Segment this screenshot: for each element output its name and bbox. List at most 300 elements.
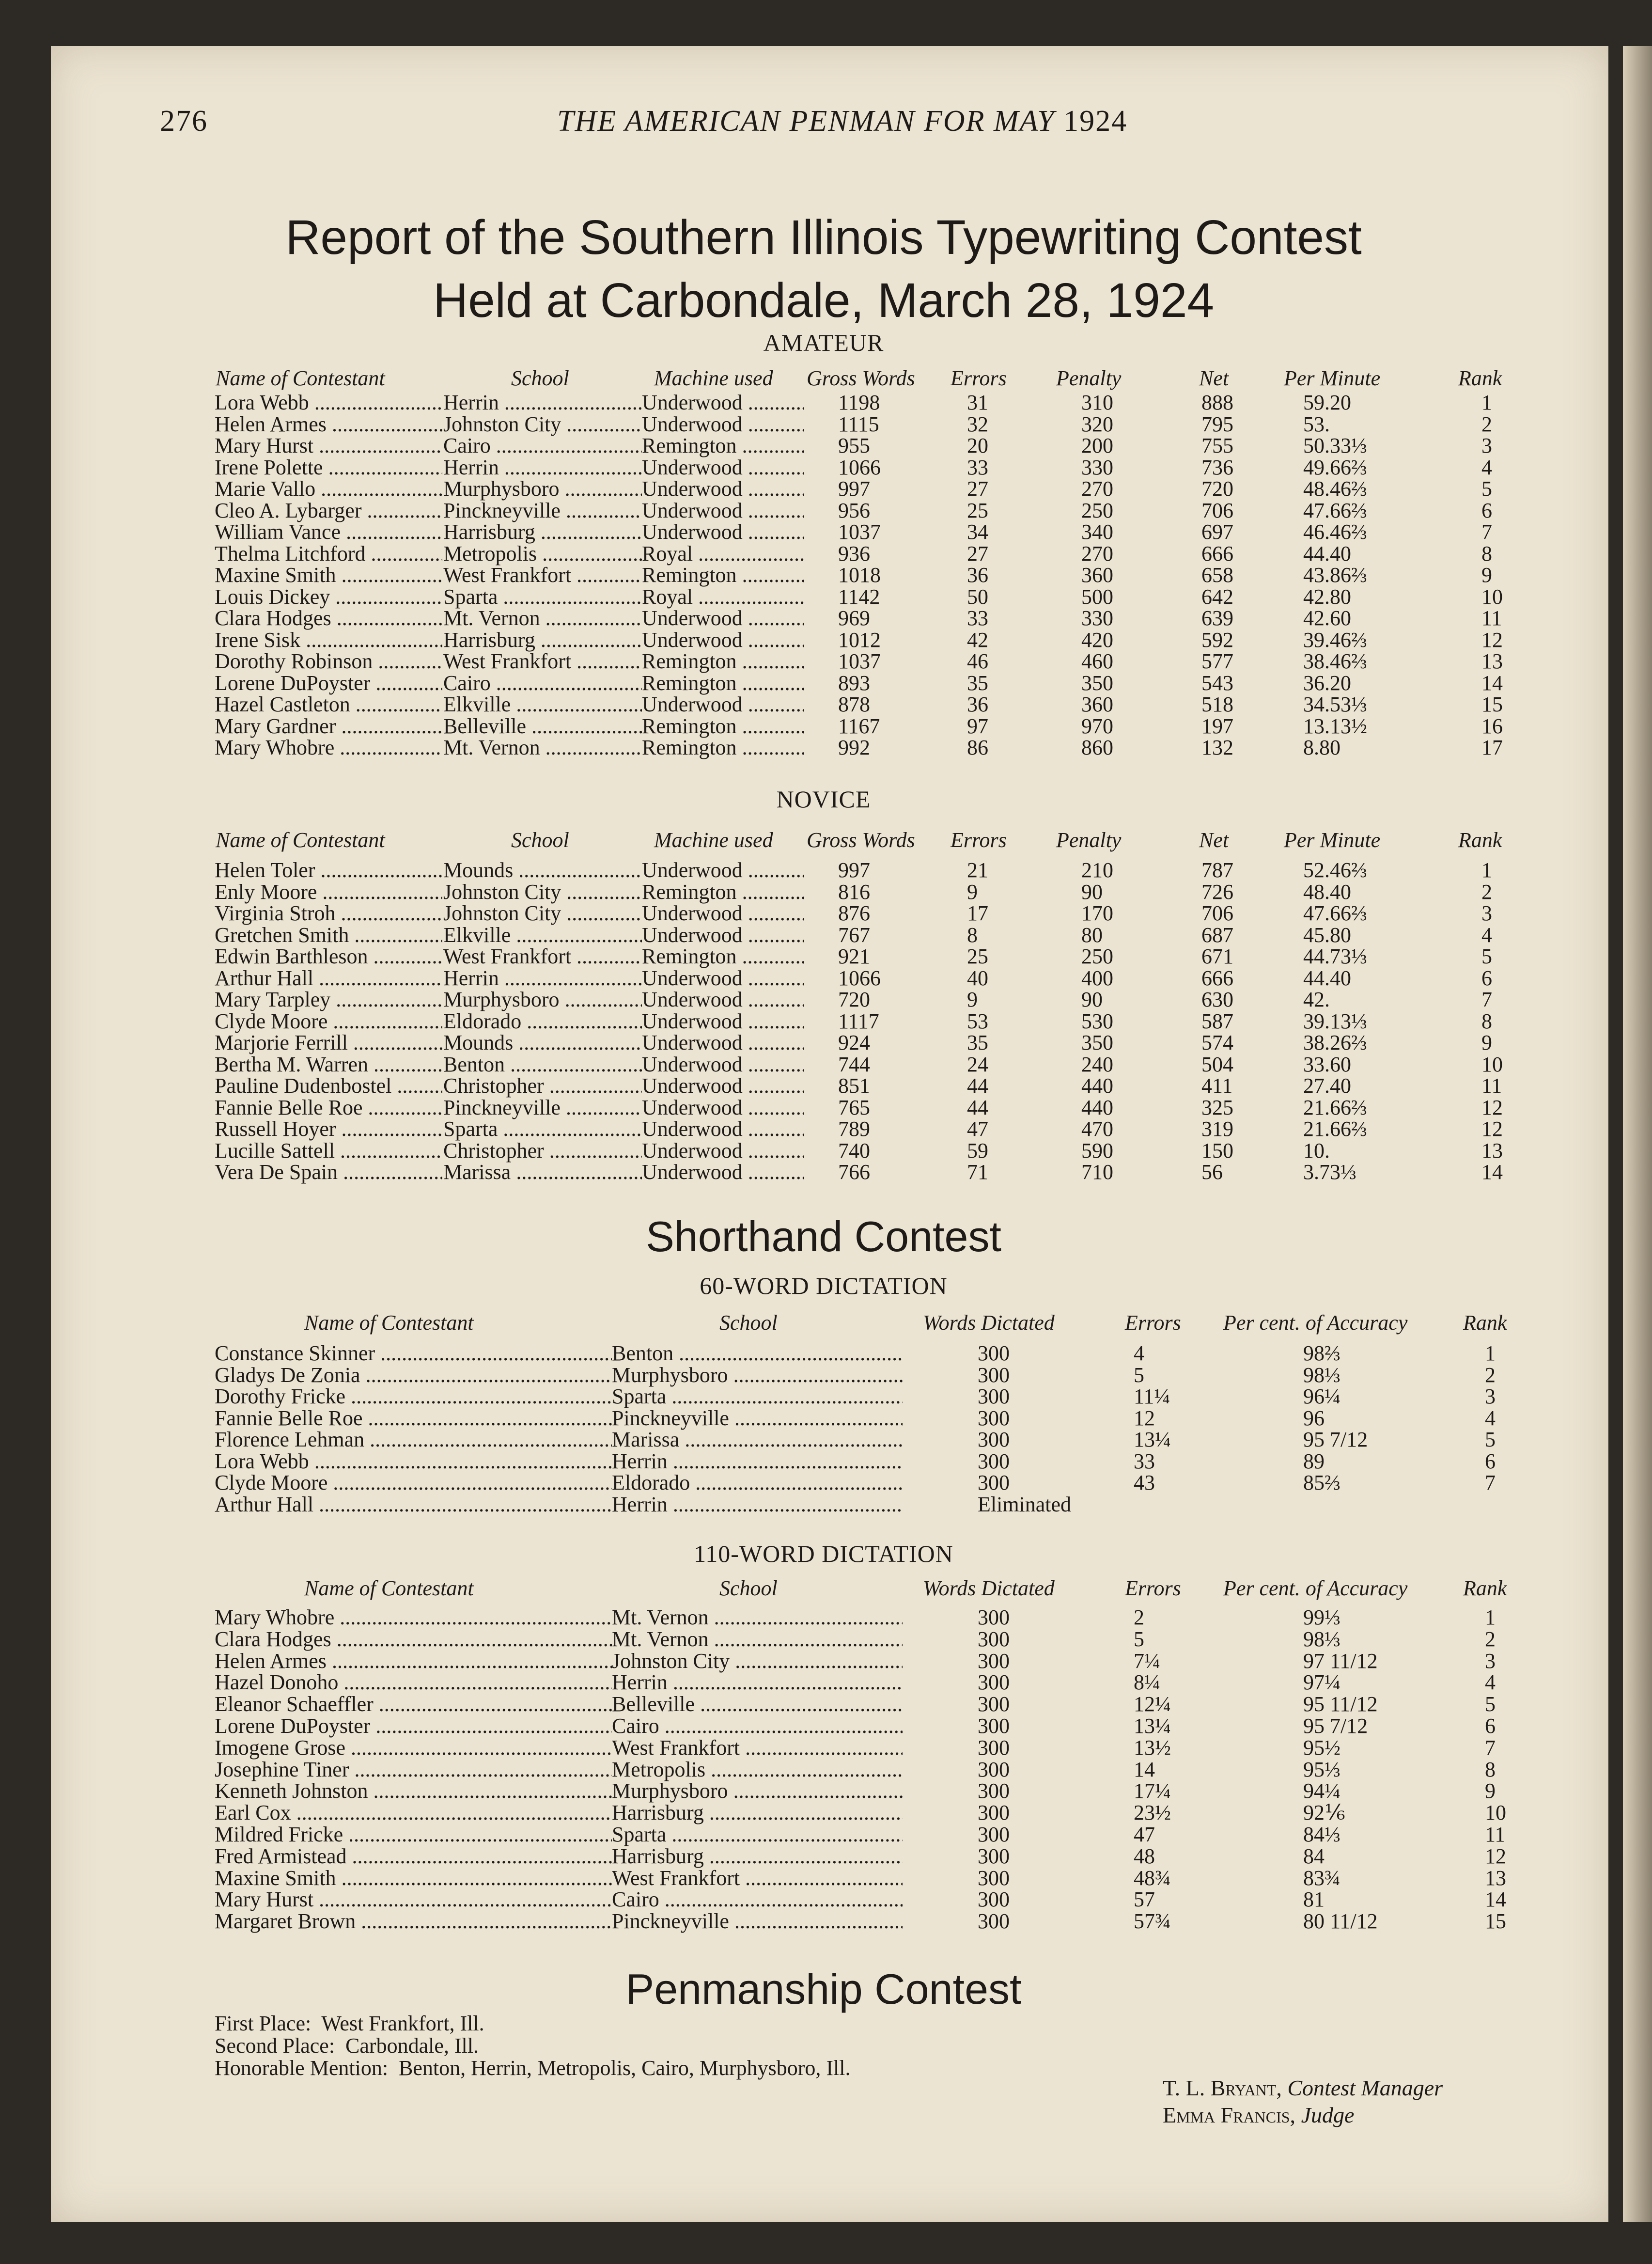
- table-row: [0, 1670, 1647, 1695]
- errors: 43: [1134, 1471, 1155, 1494]
- accuracy: 95⅓: [1303, 1757, 1340, 1781]
- rank: 9: [1481, 563, 1492, 587]
- column-header: Rank: [1458, 828, 1502, 852]
- net: 697: [1201, 520, 1233, 544]
- table-row: [0, 1427, 1647, 1449]
- rank: 11: [1481, 606, 1502, 630]
- accuracy: 97 11/12: [1303, 1649, 1378, 1673]
- school: Pinckneyville .....: [612, 1406, 903, 1431]
- contestant-name: Pauline Dudenbostel .....: [215, 1073, 442, 1098]
- penalty: 530: [1081, 1009, 1113, 1033]
- accuracy: 96: [1303, 1406, 1325, 1430]
- accuracy: 89: [1303, 1449, 1325, 1473]
- column-header: Name of Contestant: [216, 366, 385, 390]
- penalty: 460: [1081, 649, 1113, 673]
- gross-words: 876: [838, 901, 870, 925]
- school: Mt. Vernon .....: [443, 606, 642, 630]
- net: 132: [1201, 736, 1233, 759]
- page-number: 276: [160, 105, 208, 138]
- school: Murphysboro .....: [443, 987, 642, 1012]
- words-dictated: 300: [978, 1714, 1010, 1738]
- errors: 33: [967, 606, 988, 630]
- school: West Frankfort .....: [612, 1735, 903, 1760]
- school: Harrisburg .....: [612, 1844, 903, 1869]
- school: Christopher .....: [443, 1073, 642, 1098]
- errors: 59: [967, 1138, 988, 1163]
- penalty: 170: [1081, 901, 1113, 925]
- contestant-name: William Vance .....: [215, 519, 442, 544]
- rank: 17: [1481, 736, 1503, 759]
- rank: 12: [1481, 1095, 1503, 1119]
- rank: 12: [1481, 1117, 1503, 1141]
- table-row: [0, 714, 1647, 736]
- column-header: Name of Contestant: [304, 1311, 474, 1335]
- column-header: Penalty: [1056, 828, 1122, 852]
- penalty: 350: [1081, 1031, 1113, 1054]
- rank: 8: [1481, 1009, 1492, 1033]
- gross-words: 1012: [838, 628, 881, 652]
- errors: 21: [967, 858, 988, 882]
- contestant-name: Hazel Castleton .....: [215, 692, 442, 717]
- words-dictated: 300: [978, 1779, 1010, 1803]
- errors: 97: [967, 714, 988, 738]
- rank: 15: [1481, 692, 1503, 716]
- accuracy: 95 7/12: [1303, 1714, 1368, 1738]
- table-row: [0, 858, 1647, 880]
- column-header: School: [511, 828, 569, 852]
- penalty: 320: [1081, 412, 1113, 436]
- contestant-name: Constance Skinner .....: [215, 1341, 612, 1366]
- net: 504: [1201, 1052, 1233, 1076]
- penalty: 90: [1081, 988, 1103, 1011]
- column-header: Gross Words: [807, 828, 915, 852]
- accuracy: 85⅔: [1303, 1471, 1340, 1494]
- net: 666: [1201, 966, 1233, 990]
- contestant-name: Maxine Smith .....: [215, 563, 442, 587]
- table-row: [0, 735, 1647, 757]
- accuracy: 95 11/12: [1303, 1692, 1378, 1716]
- penalty: 470: [1081, 1117, 1113, 1141]
- words-dictated: 300: [978, 1449, 1010, 1473]
- rank: 8: [1481, 541, 1492, 566]
- table-row: [0, 628, 1647, 652]
- table-row: [0, 1866, 1647, 1890]
- school: Johnston City .....: [443, 880, 642, 904]
- contestant-name: Clara Hodges .....: [215, 606, 442, 630]
- machine: Underwood .....: [642, 966, 804, 990]
- net: 720: [1201, 477, 1233, 501]
- per-minute: 44.73⅓: [1303, 944, 1367, 968]
- contestant-name: Clara Hodges .....: [215, 1627, 612, 1651]
- net: 658: [1201, 563, 1233, 587]
- contestant-name: Lorene DuPoyster .....: [215, 1714, 612, 1738]
- contestant-name: Clyde Moore .....: [215, 1009, 442, 1034]
- contestant-name: Marie Vallo .....: [215, 476, 442, 501]
- per-minute: 59.20: [1303, 391, 1351, 414]
- words-dictated: 300: [978, 1670, 1010, 1695]
- gross-words: 921: [838, 944, 870, 968]
- school: West Frankfort .....: [443, 944, 642, 969]
- table-row: [0, 944, 1647, 966]
- table-row: [0, 1887, 1647, 1912]
- words-dictated: 300: [978, 1384, 1010, 1408]
- gross-words: 1037: [838, 520, 881, 544]
- machine: Underwood .....: [642, 1138, 804, 1163]
- column-header: Penalty: [1056, 366, 1122, 390]
- table-row: [0, 455, 1647, 477]
- table-row: [0, 901, 1647, 923]
- table-row: [0, 1363, 1647, 1387]
- errors: 4: [1134, 1341, 1144, 1365]
- machine: Remington .....: [642, 735, 804, 760]
- column-header: Errors: [951, 366, 1007, 390]
- penalty: 250: [1081, 498, 1113, 522]
- net: 592: [1201, 628, 1233, 652]
- table-row: [0, 433, 1647, 455]
- rank: 1: [1485, 1341, 1496, 1365]
- penalty: 330: [1081, 606, 1113, 630]
- table-row: [0, 1649, 1647, 1673]
- net: 642: [1201, 584, 1233, 609]
- errors: 7¼: [1134, 1649, 1160, 1673]
- penalty: 270: [1081, 477, 1113, 501]
- machine: Royal .....: [642, 541, 804, 566]
- errors: 44: [967, 1074, 988, 1098]
- gross-words: 936: [838, 541, 870, 566]
- errors: 5: [1134, 1627, 1144, 1651]
- contestant-name: Imogene Grose .....: [215, 1735, 612, 1760]
- accuracy: 96¼: [1303, 1384, 1340, 1408]
- rank: 14: [1485, 1887, 1506, 1912]
- penmanship-honorable-mention: Honorable Mention: Benton, Herrin, Metropolis, Cairo, Murphysboro, Ill.: [215, 2056, 851, 2080]
- net: 197: [1201, 714, 1233, 738]
- words-dictated: 300: [978, 1735, 1010, 1760]
- school: Belleville .....: [612, 1692, 903, 1716]
- penalty: 590: [1081, 1138, 1113, 1163]
- rank: 7: [1481, 988, 1492, 1011]
- contestant-name: Maxine Smith .....: [215, 1866, 612, 1890]
- words-dictated: 300: [978, 1823, 1010, 1846]
- net: 56: [1201, 1160, 1223, 1184]
- per-minute: 46.46⅔: [1303, 520, 1367, 544]
- machine: Royal .....: [642, 584, 804, 609]
- school: Sparta .....: [612, 1384, 903, 1409]
- school: Mounds .....: [443, 1030, 642, 1055]
- net: 755: [1201, 434, 1233, 457]
- net: 543: [1201, 671, 1233, 695]
- rank: 10: [1481, 1052, 1503, 1076]
- machine: Underwood .....: [642, 390, 804, 415]
- table-row: [0, 1406, 1647, 1428]
- per-minute: 45.80: [1303, 923, 1351, 947]
- machine: Underwood .....: [642, 412, 804, 437]
- table-row: [0, 966, 1647, 988]
- penalty: 240: [1081, 1052, 1113, 1076]
- errors: 9: [967, 880, 978, 904]
- contestant-name: Lorene DuPoyster .....: [215, 671, 442, 695]
- machine: Underwood .....: [642, 455, 804, 480]
- column-header: Net: [1199, 366, 1229, 390]
- school: West Frankfort .....: [612, 1866, 903, 1890]
- contestant-name: Florence Lehman .....: [215, 1427, 612, 1452]
- errors: 57: [1134, 1887, 1155, 1912]
- net: 671: [1201, 944, 1233, 968]
- rank: 4: [1481, 923, 1492, 947]
- contestant-name: Margaret Brown .....: [215, 1909, 612, 1934]
- rank: 1: [1481, 858, 1492, 882]
- table-row: [0, 1692, 1647, 1714]
- contestant-name: Irene Polette .....: [215, 455, 442, 480]
- words-dictated: 300: [978, 1866, 1010, 1890]
- school: Herrin .....: [612, 1449, 903, 1474]
- table-row: [0, 519, 1647, 544]
- net: 795: [1201, 412, 1233, 436]
- penalty: 440: [1081, 1074, 1113, 1098]
- contestant-name: Mary Tarpley .....: [215, 987, 442, 1012]
- errors: 46: [967, 649, 988, 673]
- report-title-line1: Report of the Southern Illinois Typewriting Contest: [285, 210, 1362, 265]
- machine: Underwood .....: [642, 1052, 804, 1077]
- table-row: [0, 1909, 1647, 1934]
- contestant-name: Enly Moore .....: [215, 880, 442, 904]
- column-header: Per cent. of Accuracy: [1223, 1576, 1408, 1600]
- school: Murphysboro .....: [443, 476, 642, 501]
- rank: 6: [1481, 966, 1492, 990]
- rank: 12: [1481, 628, 1503, 652]
- rank: 10: [1481, 584, 1503, 609]
- errors: 8: [967, 923, 978, 947]
- machine: Remington .....: [642, 880, 804, 904]
- school: Elkville .....: [443, 923, 642, 947]
- rank: 9: [1481, 1031, 1492, 1054]
- penalty: 440: [1081, 1095, 1113, 1119]
- errors: 8¼: [1134, 1670, 1160, 1695]
- machine: Underwood .....: [642, 628, 804, 652]
- rank: 5: [1485, 1692, 1496, 1716]
- contestant-name: Kenneth Johnston .....: [215, 1778, 612, 1803]
- errors: 17¼: [1134, 1779, 1171, 1803]
- gross-words: 1198: [838, 391, 880, 414]
- school: Belleville .....: [443, 714, 642, 739]
- table-row: [0, 1844, 1647, 1866]
- errors: 33: [967, 455, 988, 479]
- gross-words: 720: [838, 988, 870, 1011]
- penalty: 310: [1081, 391, 1113, 414]
- table-row: [0, 476, 1647, 501]
- column-header: Rank: [1458, 366, 1502, 390]
- gross-words: 924: [838, 1031, 870, 1054]
- contestant-name: Fred Armistead .....: [215, 1844, 612, 1869]
- rank: 9: [1485, 1779, 1496, 1803]
- contestant-name: Helen Armes .....: [215, 1649, 612, 1673]
- errors: 36: [967, 563, 988, 587]
- accuracy: 81: [1303, 1887, 1325, 1912]
- gross-words: 1117: [838, 1009, 879, 1033]
- contestant-name: Mary Whobre .....: [215, 735, 442, 760]
- net: 319: [1201, 1117, 1233, 1141]
- rank: 6: [1485, 1449, 1496, 1473]
- net: 574: [1201, 1031, 1233, 1054]
- rank: 6: [1481, 498, 1492, 522]
- school: Herrin .....: [443, 966, 642, 990]
- table-row: [0, 498, 1647, 520]
- rank: 3: [1485, 1649, 1496, 1673]
- net: 706: [1201, 498, 1233, 522]
- rank: 11: [1481, 1074, 1502, 1098]
- machine: Underwood .....: [642, 1160, 804, 1184]
- contestant-name: Edwin Barthleson .....: [215, 944, 442, 969]
- penmanship-second-place: Second Place: Carbondale, Ill.: [215, 2034, 479, 2058]
- rank: 7: [1485, 1735, 1496, 1760]
- per-minute: 44.40: [1303, 966, 1351, 990]
- penalty: 350: [1081, 671, 1113, 695]
- errors: 48: [1134, 1844, 1155, 1868]
- per-minute: 3.73⅓: [1303, 1160, 1356, 1184]
- errors: 9: [967, 988, 978, 1011]
- school: Eldorado .....: [612, 1470, 903, 1495]
- gross-words: 969: [838, 606, 870, 630]
- gross-words: 997: [838, 858, 870, 882]
- table-row: [0, 1449, 1647, 1471]
- school: Herrin .....: [612, 1670, 903, 1695]
- school: Cairo .....: [612, 1714, 903, 1738]
- rank: 7: [1485, 1471, 1496, 1494]
- penalty: 340: [1081, 520, 1113, 544]
- errors: 33: [1134, 1449, 1155, 1473]
- per-minute: 38.26⅔: [1303, 1031, 1367, 1054]
- column-header: Per cent. of Accuracy: [1223, 1311, 1408, 1335]
- penalty: 400: [1081, 966, 1113, 990]
- rank: 5: [1481, 477, 1492, 501]
- school: Christopher .....: [443, 1138, 642, 1163]
- errors: 12: [1134, 1406, 1155, 1430]
- rank: 3: [1481, 901, 1492, 925]
- hundred-ten-word-label: 110-WORD DICTATION: [694, 1540, 953, 1567]
- table-row: [0, 541, 1647, 566]
- school: Benton .....: [612, 1341, 903, 1366]
- penalty: 860: [1081, 736, 1113, 759]
- table-row: [0, 412, 1647, 434]
- school: Marissa .....: [443, 1160, 642, 1184]
- per-minute: 42.80: [1303, 584, 1351, 609]
- errors: 24: [967, 1052, 988, 1076]
- net: 639: [1201, 606, 1233, 630]
- school: Eldorado .....: [443, 1009, 642, 1034]
- contestant-name: Gladys De Zonia .....: [215, 1363, 612, 1387]
- contestant-name: Helen Armes .....: [215, 412, 442, 437]
- errors: 53: [967, 1009, 988, 1033]
- errors: 27: [967, 477, 988, 501]
- school: Herrin .....: [612, 1492, 903, 1517]
- contestant-name: Cleo A. Lybarger .....: [215, 498, 442, 523]
- per-minute: 47.66⅔: [1303, 498, 1367, 522]
- rank: 2: [1481, 880, 1492, 904]
- table-row: [0, 584, 1647, 609]
- contestant-name: Dorothy Fricke .....: [215, 1384, 612, 1409]
- report-title-line2: Held at Carbondale, March 28, 1924: [433, 273, 1215, 328]
- gross-words: 893: [838, 671, 870, 695]
- school: Harrisburg .....: [612, 1800, 903, 1825]
- machine: Underwood .....: [642, 606, 804, 630]
- gross-words: 955: [838, 434, 870, 457]
- net: 888: [1201, 391, 1233, 414]
- words-dictated: 300: [978, 1692, 1010, 1716]
- contestant-name: Lucille Sattell .....: [215, 1138, 442, 1163]
- machine: Remington .....: [642, 433, 804, 458]
- contestant-name: Lora Webb .....: [215, 390, 442, 415]
- words-dictated: 300: [978, 1406, 1010, 1430]
- rank: 13: [1485, 1866, 1506, 1890]
- words-dictated: 300: [978, 1627, 1010, 1651]
- errors: 35: [967, 1031, 988, 1054]
- gross-words: 1142: [838, 584, 880, 609]
- contestant-name: Dorothy Robinson .....: [215, 649, 442, 674]
- errors: 86: [967, 736, 988, 759]
- errors: 25: [967, 944, 988, 968]
- machine: Remington .....: [642, 649, 804, 674]
- errors: 14: [1134, 1757, 1155, 1781]
- machine: Underwood .....: [642, 476, 804, 501]
- errors: 5: [1134, 1363, 1144, 1387]
- accuracy: 97¼: [1303, 1670, 1340, 1695]
- school: Mt. Vernon .....: [443, 735, 642, 760]
- accuracy: 99⅓: [1303, 1605, 1340, 1629]
- school: West Frankfort .....: [443, 563, 642, 587]
- school: Cairo .....: [612, 1887, 903, 1912]
- signature-manager: T. L. Bryant, Contest Manager: [1163, 2075, 1443, 2100]
- gross-words: 765: [838, 1095, 870, 1119]
- rank: 1: [1485, 1605, 1496, 1629]
- errors: 71: [967, 1160, 988, 1184]
- amateur-label: AMATEUR: [763, 329, 884, 356]
- penalty: 500: [1081, 584, 1113, 609]
- words-dictated: 300: [978, 1844, 1010, 1868]
- words-dictated: 300: [978, 1471, 1010, 1494]
- per-minute: 50.33⅓: [1303, 434, 1367, 457]
- penalty: 330: [1081, 455, 1113, 479]
- words-dictated: 300: [978, 1909, 1010, 1934]
- errors: 47: [967, 1117, 988, 1141]
- contestant-name: Hazel Donoho .....: [215, 1670, 612, 1695]
- school: Pinckneyville .....: [612, 1909, 903, 1934]
- table-row: [0, 1800, 1647, 1825]
- gross-words: 1167: [838, 714, 880, 738]
- penalty: 270: [1081, 541, 1113, 566]
- gross-words: 997: [838, 477, 870, 501]
- per-minute: 47.66⅔: [1303, 901, 1367, 925]
- errors: 2: [1134, 1605, 1144, 1629]
- table-row: [0, 1384, 1647, 1406]
- contestant-name: Marjorie Ferrill .....: [215, 1030, 442, 1055]
- school: Herrin .....: [443, 455, 642, 480]
- net: 587: [1201, 1009, 1233, 1033]
- column-header: School: [719, 1576, 778, 1600]
- school: Johnston City .....: [612, 1649, 903, 1673]
- contestant-name: Irene Sisk .....: [215, 628, 442, 652]
- signature-judge: Emma Francis, Judge: [1163, 2103, 1355, 2127]
- errors: 36: [967, 692, 988, 716]
- table-row: [0, 1714, 1647, 1738]
- per-minute: 27.40: [1303, 1074, 1351, 1098]
- school: Murphysboro .....: [612, 1778, 903, 1803]
- rank: 16: [1481, 714, 1503, 738]
- errors: 42: [967, 628, 988, 652]
- per-minute: 33.60: [1303, 1052, 1351, 1076]
- gross-words: 1115: [838, 412, 879, 436]
- errors: 23½: [1134, 1801, 1171, 1825]
- column-header: Errors: [1125, 1311, 1181, 1335]
- school: Metropolis .....: [443, 541, 642, 566]
